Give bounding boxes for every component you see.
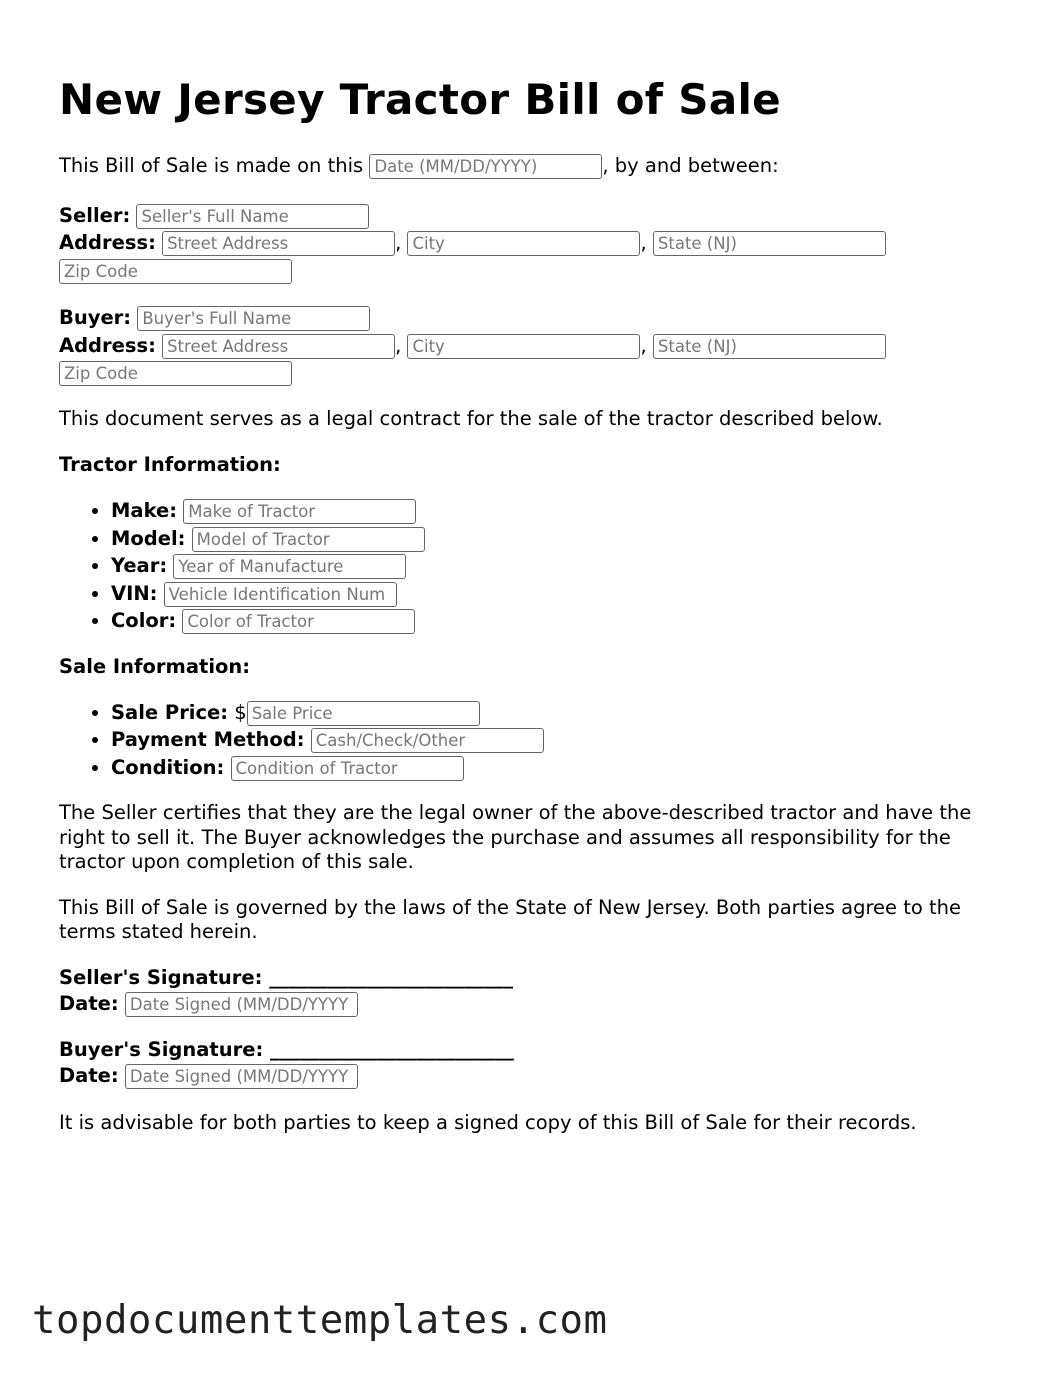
buyer-signature-line: Buyer's Signature: _________________________ (59, 1037, 514, 1061)
seller-name-input[interactable] (136, 204, 369, 229)
seller-name-line (59, 202, 1009, 230)
sale-list (59, 699, 1009, 782)
seller-zip-line (59, 257, 1009, 285)
list-item (111, 552, 1009, 580)
sale-heading: Sale Information: (59, 654, 251, 678)
buyer-zip-input[interactable] (59, 361, 292, 386)
make-input[interactable] (183, 499, 416, 524)
intro-suffix: , by and between: (602, 154, 779, 177)
model-label: Model: (111, 526, 186, 550)
payment-method-label: Payment Method: (111, 728, 305, 751)
year-label: Year: (111, 554, 168, 577)
seller-zip-input[interactable] (59, 259, 292, 284)
buyer-state-input[interactable] (653, 334, 886, 359)
seller-date-line (59, 990, 1009, 1018)
currency-symbol: $ (234, 700, 247, 724)
watermark-footer: topdocumenttemplates.com (32, 1298, 608, 1343)
list-item (111, 525, 1009, 553)
tractor-heading: Tractor Information: (59, 453, 281, 476)
page-title: New Jersey Tractor Bill of Sale (59, 75, 781, 124)
buyer-date-line (59, 1062, 1009, 1090)
list-item (111, 754, 1009, 782)
certification-text: The Seller certifies that they are the legal owner of the above-described tractor and have the right to sell it. The Buyer acknowledges the purchase and assumes all responsibility for the tractor upon completion of this sale. (59, 801, 972, 873)
buyer-name-input[interactable] (137, 306, 370, 331)
sale-price-input[interactable] (247, 701, 480, 726)
make-label: Make: (111, 499, 178, 522)
seller-signature-line: Seller's Signature: _________________________ (59, 965, 513, 989)
condition-input[interactable] (231, 756, 464, 781)
condition-label: Condition: (111, 755, 225, 779)
comma: , (395, 333, 402, 357)
seller-date-input[interactable] (125, 992, 358, 1017)
seller-date-label: Date: (59, 992, 119, 1015)
payment-method-input[interactable] (311, 728, 544, 753)
color-label: Color: (111, 609, 177, 632)
sale-price-label: Sale Price: (111, 700, 229, 724)
closing-text: It is advisable for both parties to keep a signed copy of this Bill of Sale for their records. (59, 1110, 917, 1134)
vin-label: VIN: (111, 581, 158, 605)
buyer-zip-line (59, 359, 1009, 387)
comma: , (395, 231, 402, 254)
document-page (59, 72, 1009, 1135)
year-input[interactable] (173, 554, 406, 579)
seller-address-label: Address: (59, 231, 156, 254)
list-item (111, 607, 1009, 635)
buyer-address-line (59, 332, 1009, 360)
sale-date-input[interactable] (369, 154, 602, 179)
buyer-address-label: Address: (59, 333, 156, 357)
list-item (111, 699, 1009, 727)
buyer-date-label: Date: (59, 1064, 119, 1087)
buyer-street-input[interactable] (162, 334, 395, 359)
vin-input[interactable] (164, 582, 397, 607)
intro-prefix: This Bill of Sale is made on this (59, 154, 364, 177)
list-item (111, 726, 1009, 754)
list-item (111, 497, 1009, 525)
list-item (111, 580, 1009, 608)
buyer-city-input[interactable] (407, 334, 640, 359)
seller-city-input[interactable] (407, 231, 640, 256)
buyer-label: Buyer: (59, 306, 132, 329)
seller-state-input[interactable] (653, 231, 886, 256)
buyer-date-input[interactable] (125, 1064, 358, 1089)
tractor-list (59, 497, 1009, 635)
comma: , (640, 231, 647, 254)
contract-text: This document serves as a legal contract for the sale of the tractor described below. (59, 406, 883, 430)
intro-line (59, 152, 1009, 180)
color-input[interactable] (182, 609, 415, 634)
buyer-name-line (59, 304, 1009, 332)
seller-label: Seller: (59, 203, 131, 227)
comma: , (640, 333, 647, 357)
seller-street-input[interactable] (162, 231, 395, 256)
seller-address-line (59, 229, 1009, 257)
governing-text: This Bill of Sale is governed by the laws of the State of New Jersey. Both parties agree to the terms stated herein. (59, 895, 961, 943)
model-input[interactable] (192, 527, 425, 552)
